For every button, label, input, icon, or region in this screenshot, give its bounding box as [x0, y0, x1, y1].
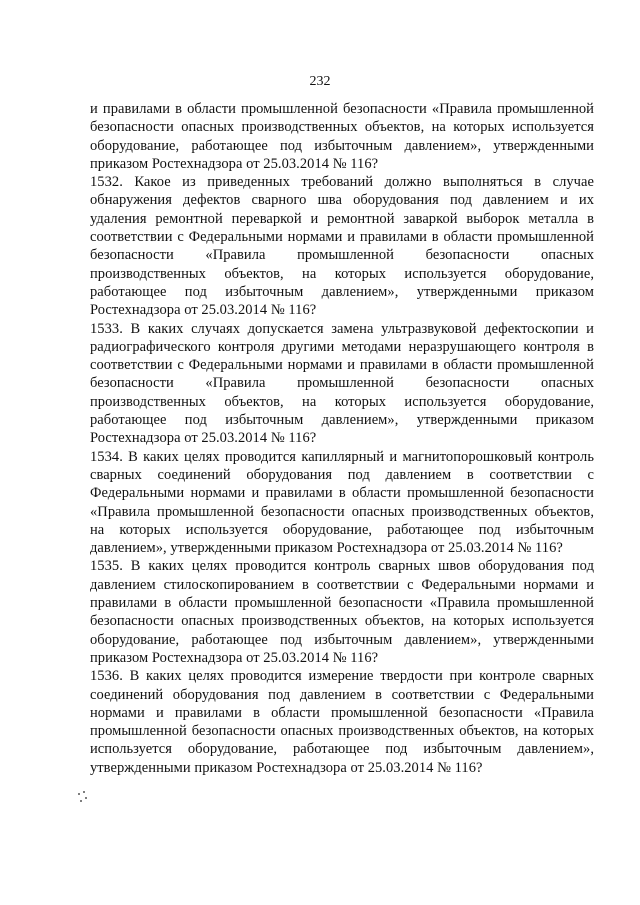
- question-1534: [90, 448, 594, 558]
- question-1532: [90, 173, 594, 319]
- question-text: В каких целях проводится капиллярный и магнитопорошковый контроль сварных соединений оборудования под давлением в соответствии с Федеральными нормами и правилами в области промышленной безопасности «Правила промышленной безопасности опасных производственных объектов, на которых используется оборудование, работающее под избыточным давлением», утвержденными приказом Ростехнадзора от 25.03.2014 № 116?: [90, 448, 594, 557]
- question-text: Какое из приведенных требований должно выполняться в случае обнаружения дефектов сварного шва оборудования под давлением и их удаления ремонтной переваркой и ремонтной заваркой выборок металла в соответствии с Федеральными нормами и правилами в области промышленной безопасности «Правила промышленной безопасности опасных производственных объектов, на которых используется оборудование, работающее под избыточным давлением», утвержденными приказом Ростехнадзора от 25.03.2014 № 116?: [90, 174, 594, 319]
- question-1535: [90, 557, 594, 667]
- question-number: 1532.: [90, 174, 123, 191]
- page-number: 232: [309, 74, 331, 89]
- document-body: [90, 100, 594, 777]
- question-text: В каких случаях допускается замена ультразвуковой дефектоскопии и радиографического контроля другими методами неразрушающего контроля в соответствии с Федеральными нормами и правилами в области промышленной безопасности «Правила промышленной безопасности опасных производственных объектов, на которых используется оборудование, работающее под избыточным давлением», утвержденными приказом Ростехнадзора от 25.03.2014 № 116?: [90, 320, 594, 447]
- question-number: 1535.: [90, 558, 123, 575]
- question-1536: [90, 667, 594, 777]
- question-number: 1533.: [90, 320, 123, 337]
- question-number: 1534.: [90, 448, 123, 465]
- question-1533: [90, 320, 594, 448]
- question-text: В каких целях проводится измерение твердости при контроле сварных соединений оборудования под давлением в соответствии с Федеральными нормами и правилами в области промышленной безопасности «Правила промышленной безопасности опасных производственных объектов, на которых используется оборудование, работающее под избыточным давлением», утвержденными приказом Ростехнадзора от 25.03.2014 № 116?: [90, 668, 594, 776]
- question-text: В каких целях проводится контроль сварных швов оборудования под давлением стилоскопированием в соответствии с Федеральными нормами и правилами в области промышленной безопасности «Правила промышленной безопасности опасных производственных объектов, на которых используется оборудование, работающее под избыточным давлением», утвержденными приказом Ростехнадзора от 25.03.2014 № 116?: [90, 558, 594, 666]
- scan-artifact-mark: [76, 790, 92, 804]
- paragraph-text: и правилами в области промышленной безопасности «Правила промышленной безопасности опасных производственных объектов, на которых используется оборудование, работающее под избыточным давлением», утвержденными приказом Ростехнадзора от 25.03.2014 № 116?: [90, 101, 594, 172]
- paragraph-continuation: [90, 100, 594, 173]
- question-number: 1536.: [90, 668, 123, 685]
